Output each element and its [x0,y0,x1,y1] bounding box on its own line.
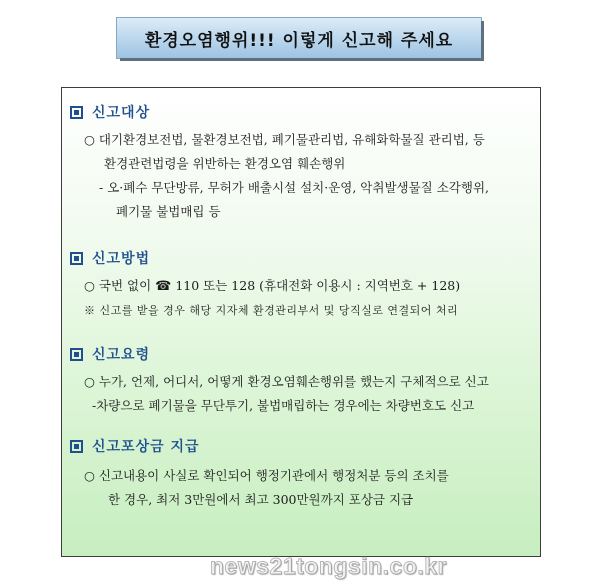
page-title: 환경오염행위!!! 이렇게 신고해 주세요 [117,18,481,58]
text-line: -차량으로 폐기물을 무단투기, 불법매립하는 경우에는 차량번호도 신고 [92,398,475,413]
phone-icon: ☎ [155,279,172,294]
section-body [70,370,532,418]
section-heading [70,102,532,122]
text-line: 한 경우, 최저 3만원에서 최고 300만원까지 포상금 지급 [108,492,414,507]
text-line: 환경관련법령을 위반하는 환경오염 훼손행위 [104,156,346,171]
section-reward [70,436,532,512]
heading-label: 신고대상 [92,105,151,121]
section-body [70,128,532,224]
text-line: ○ 누가, 언제, 어디서, 어떻게 환경오염훼손행위를 했는지 구체적으로 신고 [84,374,489,389]
text-line: - 오·폐수 무단방류, 무허가 배출시설 설치·운영, 악취발생물질 소각행위, [99,180,490,195]
note-line: ※ 신고를 받을 경우 해당 지자체 환경관리부서 및 당직실로 연결되어 처리 [84,304,459,317]
heading-label: 신고방법 [92,251,151,267]
section-report-method [70,248,532,323]
text-line: ○ 신고내용이 사실로 확인되어 행정기관에서 행정처분 등의 조치를 [84,468,449,483]
section-body [70,274,532,323]
section-heading [70,436,532,456]
section-body [70,464,532,512]
phone-numbers: 110 또는 128 (휴대전화 이용시 : 지역번호 + 128) [175,278,461,293]
text-line: 폐기물 불법매립 등 [116,204,221,219]
heading-label: 신고포상금 지급 [92,439,200,455]
section-heading [70,248,532,268]
section-report-target [70,102,532,224]
method-prefix: ○ 국번 없이 [84,278,152,293]
square-bullet-icon [70,252,83,265]
square-bullet-icon [70,440,83,453]
text-line [70,274,532,299]
square-bullet-icon [70,106,83,119]
section-heading [70,344,532,364]
heading-label: 신고요령 [92,347,151,363]
section-report-guide [70,344,532,418]
square-bullet-icon [70,348,83,361]
text-line: ○ 대기환경보전법, 물환경보전법, 폐기물관리법, 유해화학물질 관리법, 등 [84,132,485,147]
watermark: news21tongsin.co.kr [210,553,448,579]
content-panel [61,87,541,557]
